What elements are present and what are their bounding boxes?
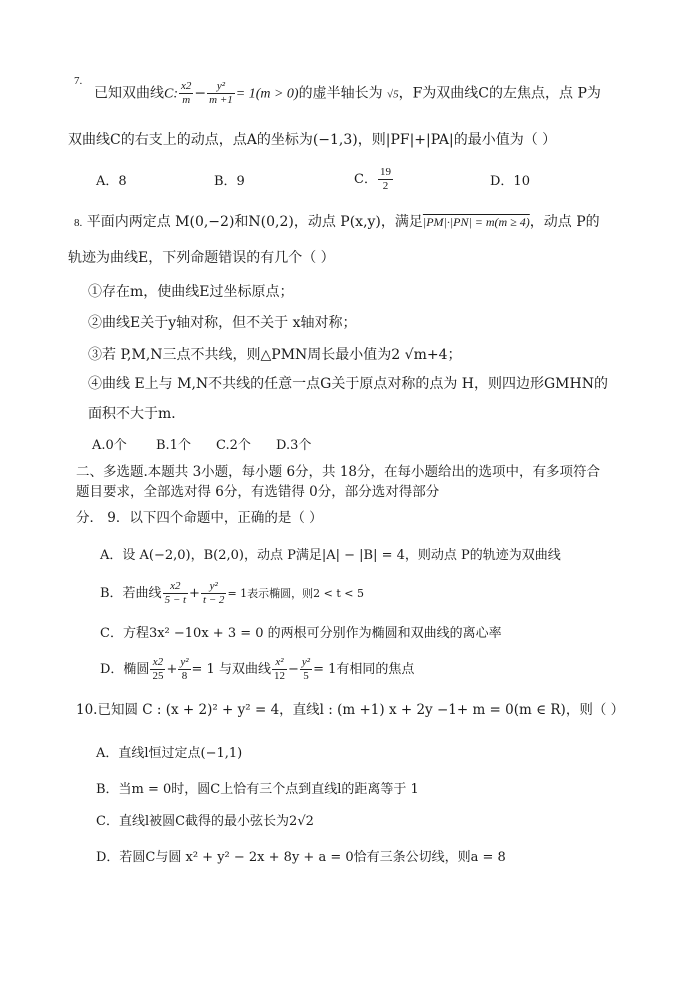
q7-option-c-frac: $\frac{19}{2}$ [379,166,391,192]
q10-option-d[interactable]: D．若圆C与圆 x² + y² − 2x + 8y + a = 0恰有三条公切线，则a = 8 [96,850,506,865]
q7-line2: 双曲线C的右支上的动点，点A的坐标为(−1,3)，则|PF|+|PA|的最小值为（ ） [68,132,557,148]
q9-option-a[interactable]: A．设 A(−2,0)，B(2,0)，动点 P满足|A| − |B| = 4，则动点 P的轨迹为双曲线 [100,548,561,563]
section2-heading-line2: 题目要求，全部选对得 6分，有选错得 0分，部分选对得部分 [76,484,440,500]
q9-b-frac-1: $\frac{x2}{5 - t}$ [164,580,187,606]
q8-prop-4a: ④曲线 E上与 M,N不共线的任意一点G关于原点对称的点为 H，则四边形GMHN的 [88,376,608,392]
q10-option-c[interactable]: C．直线l被圆C截得的最小弦长为2√2 [96,814,314,829]
q7-option-d[interactable]: D．10 [490,174,530,189]
q9-option-c[interactable]: C．方程3x² −10x + 3 = 0 的两根可分别作为椭圆和双曲线的离心率 [100,626,502,641]
q7-option-c[interactable]: C． $\frac{19}{2}$ [354,166,391,192]
q7-number: 7. [74,75,83,87]
q8-number: 8. [74,217,83,229]
q9-d-frac-3: $\frac{\text{x²}}{12}$ [273,656,285,682]
q8-option-c[interactable]: C.2个 [216,438,251,453]
q10-option-a[interactable]: A．直线l恒过定点(−1,1) [96,746,243,761]
q8-option-a[interactable]: A.0个 [92,438,127,453]
q8-option-b[interactable]: B.1个 [156,438,191,453]
q10-stem: 10.已知圆 C : (x + 2)² + y² = 4，直线l : (m +1) x + 2y −1+ m = 0(m ∈ R)，则（ ） [76,702,625,718]
section2-heading-line1: 二、多选题.本题共 3小题，每小题 6分，共 18分，在每小题给出的选项中，有多项符合 [76,464,601,480]
q8-prop-4b: 面积不大于m． [88,406,186,422]
q8-line2: 轨迹为曲线E，下列命题错误的有几个（ ） [68,250,335,266]
q7-eq-lhs: C: [164,86,178,102]
q9-option-b[interactable]: B．若曲线 $\frac{x2}{5 - t}$ + $\frac{\text{y²}}{t - 2}$ = 1表示椭圆，则2 < t < 5 [100,580,364,606]
q8-option-d[interactable]: D.3个 [276,438,312,453]
q9-d-frac-2: $\frac{\text{y²}}{8}$ [180,656,189,682]
q7-option-b[interactable]: B．9 [214,174,245,189]
q7-text-1: 已知双曲线 [94,85,164,102]
q8-prop-3: ③若 P,M,N三点不共线，则△PMN周长最小值为2 √m+4； [88,347,462,363]
q8-condition: |PM|·|PN| = m(m ≥ 4) [422,215,530,229]
q9-option-d[interactable]: D．椭圆 $\frac{x2}{25}$ + $\frac{\text{y²}}{8}$ = 1 与双曲线 $\frac{\text{x²}}{12}$ − $\frac{\text{y²}}{5}$ = 1有相同的焦点 [100,656,415,682]
q8-line1 [74,212,600,233]
q9-d-frac-1: $\frac{x2}{25}$ [152,656,164,682]
q8-text-1: 平面内两定点 M(0,−2)和N(0,2)，动点 P(x,y)，满足 [86,214,423,230]
q7-line1 [74,75,83,99]
q8-text-2: ，动点 P的 [529,214,600,230]
q7-eq-rhs: = 1(m > 0) [235,86,299,102]
q7-frac-x: $\frac{x2}{m}$ [181,80,192,106]
q8-prop-2: ②曲线E关于y轴对称，但不关于 x轴对称； [88,315,357,331]
q8-prop-1: ①存在m，使曲线E过坐标原点； [88,284,294,300]
q9-d-frac-4: $\frac{\text{y²}}{5}$ [301,656,311,682]
q7-text-2: 的虚半轴长为 [298,85,383,102]
q7-text-3: ，F为双曲线C的左焦点，点 P为 [398,85,601,102]
section2-heading-line3: 分． 9．以下四个命题中，正确的是（ ） [76,510,323,526]
q9-b-frac-2: $\frac{\text{y²}}{t - 2}$ [202,580,225,606]
q10-option-b[interactable]: B．当m = 0时，圆C上恰有三个点到直线l的距离等于 1 [96,782,419,797]
q7-stem-line1: 已知双曲线C: $\frac{x2}{m}$ − $\frac{\text{y²}}{m +1}$ = 1(m > 0)的虚半轴长为 √5，F为双曲线C的左焦点，点 P为 [94,80,601,106]
q7-sqrt5: √5 [387,88,399,101]
q7-frac-y: $\frac{\text{y²}}{m +1}$ [209,80,233,106]
q7-option-a[interactable]: A．8 [96,174,127,189]
